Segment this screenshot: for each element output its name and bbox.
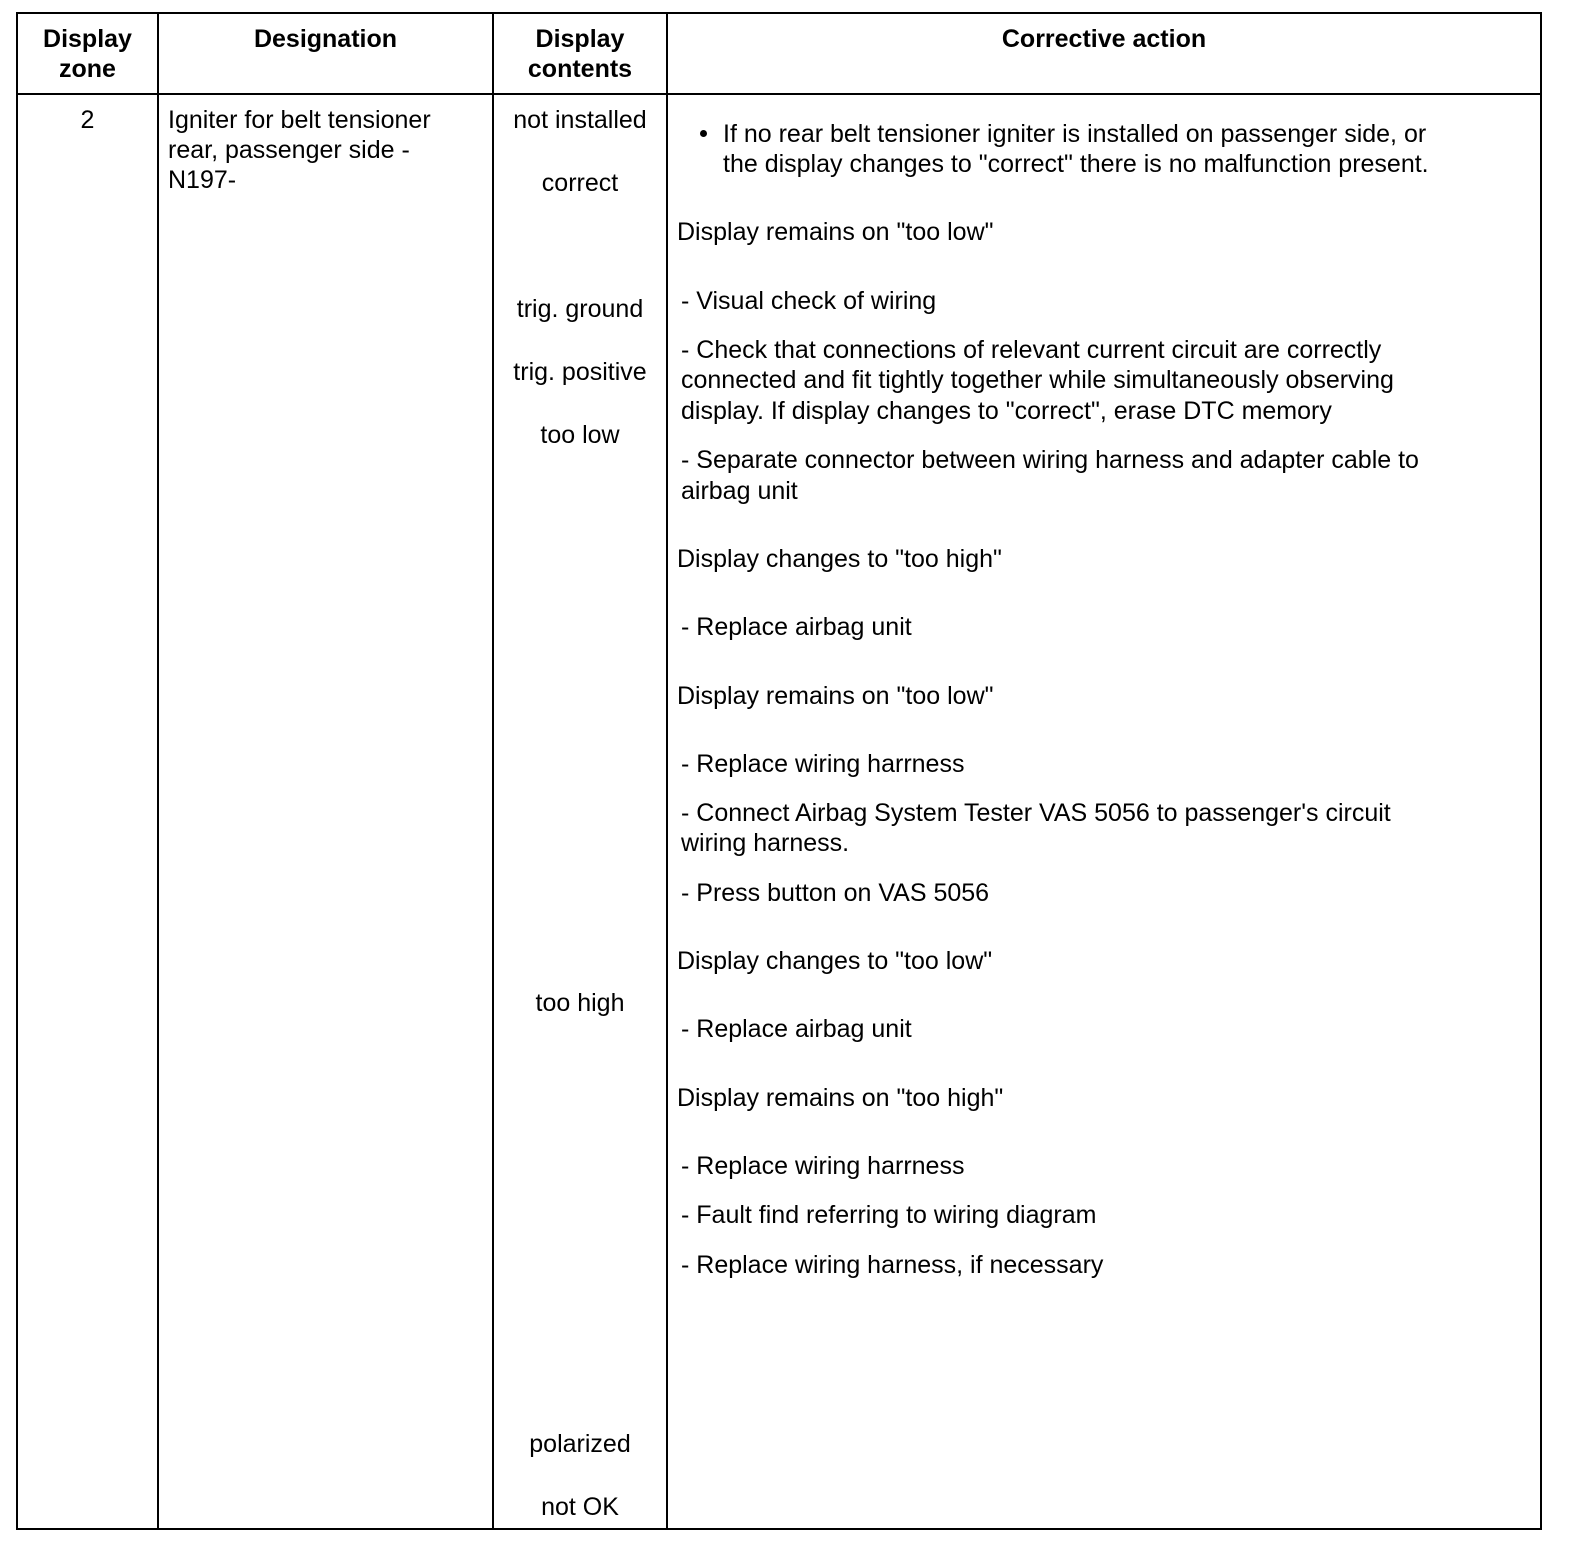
- designation-line: Igniter for belt tensioner: [168, 106, 431, 134]
- action-line: - Replace wiring harness, if necessary: [681, 1251, 1104, 1279]
- header-corrective-action: Corrective action: [1001, 25, 1207, 53]
- action-line: Display remains on "too high": [677, 1084, 1004, 1112]
- action-line: airbag unit: [681, 477, 798, 505]
- header-display-contents: [494, 24, 666, 84]
- action-line: - Fault find referring to wiring diagram: [681, 1201, 1097, 1229]
- column-divider: [157, 14, 159, 1528]
- action-line: display. If display changes to "correct", erase DTC memory: [681, 397, 1332, 425]
- header-display-contents-line2: contents: [527, 55, 633, 83]
- action-line: - Replace wiring harrness: [681, 1152, 965, 1180]
- header-display-contents-line1: Display: [535, 25, 625, 53]
- designation-line: rear, passenger side -: [168, 136, 410, 164]
- display-content-value: trig. positive: [513, 358, 647, 386]
- action-line: - Replace wiring harrness: [681, 750, 965, 778]
- action-line: connected and fit tightly together while simultaneously observing: [681, 366, 1394, 394]
- action-line: Display changes to "too low": [677, 947, 993, 975]
- display-zone-value: 2: [80, 106, 95, 134]
- diagnostic-table: [16, 12, 1542, 1530]
- column-divider: [666, 14, 668, 1528]
- action-line: wiring harness.: [681, 829, 850, 857]
- header-divider: [18, 93, 1540, 95]
- display-content-value: polarized: [529, 1430, 631, 1458]
- action-bullet-line: the display changes to "correct" there is no malfunction present.: [723, 150, 1429, 178]
- display-content-value: not installed: [513, 106, 647, 134]
- action-line: - Connect Airbag System Tester VAS 5056 to passenger's circuit: [681, 799, 1391, 827]
- header-display-zone-line2: zone: [59, 55, 116, 83]
- action-line: Display changes to "too high": [677, 545, 1002, 573]
- bullet-icon: [700, 130, 707, 137]
- display-content-value: too low: [540, 421, 620, 449]
- header-display-zone-line1: Display: [43, 25, 132, 53]
- header-display-zone: [18, 24, 157, 84]
- action-line: Display remains on "too low": [677, 682, 994, 710]
- display-content-value: trig. ground: [516, 295, 644, 323]
- action-line: Display remains on "too low": [677, 218, 994, 246]
- action-line: - Press button on VAS 5056: [681, 879, 990, 907]
- display-content-value: not OK: [541, 1493, 619, 1521]
- action-line: - Replace airbag unit: [681, 613, 912, 641]
- action-bullet-line: If no rear belt tensioner igniter is installed on passenger side, or: [723, 120, 1427, 148]
- display-content-value: too high: [535, 989, 625, 1017]
- action-line: - Visual check of wiring: [681, 287, 937, 315]
- header-designation: Designation: [253, 25, 398, 53]
- designation-line: N197-: [168, 166, 237, 194]
- action-line: - Check that connections of relevant current circuit are correctly: [681, 336, 1382, 364]
- action-line: - Separate connector between wiring harness and adapter cable to: [681, 446, 1419, 474]
- display-content-value: correct: [541, 169, 619, 197]
- column-divider: [492, 14, 494, 1528]
- action-line: - Replace airbag unit: [681, 1015, 912, 1043]
